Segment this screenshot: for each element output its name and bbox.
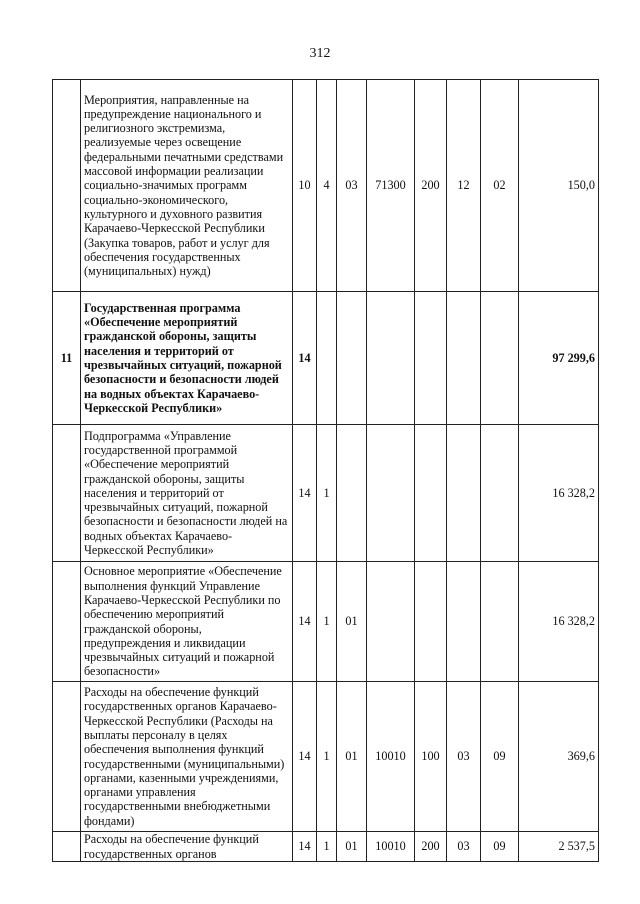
code-2: 4 bbox=[317, 80, 337, 292]
code-7 bbox=[481, 292, 519, 425]
code-5 bbox=[415, 562, 447, 682]
row-name: Подпрограмма «Управление государственной программой «Обеспечение мероприятий гражданской обороны, защиты населения и территорий от чрезвычайных ситуаций, пожарной безопасности и безопасности людей на водных объектах Карачаево-Черкесской Республики» bbox=[81, 425, 293, 562]
budget-table bbox=[52, 79, 599, 862]
table-row bbox=[53, 832, 599, 862]
code-6 bbox=[447, 562, 481, 682]
row-number bbox=[53, 682, 81, 832]
code-3: 01 bbox=[337, 562, 367, 682]
code-2: 1 bbox=[317, 682, 337, 832]
code-3: 01 bbox=[337, 832, 367, 862]
code-6: 03 bbox=[447, 832, 481, 862]
code-6: 03 bbox=[447, 682, 481, 832]
code-7 bbox=[481, 562, 519, 682]
row-number bbox=[53, 425, 81, 562]
code-1: 14 bbox=[293, 425, 317, 562]
code-1: 14 bbox=[293, 292, 317, 425]
code-6 bbox=[447, 292, 481, 425]
row-name: Государственная программа «Обеспечение мероприятий гражданской обороны, защиты населения и территорий от чрезвычайных ситуаций, пожарной безопасности и безопасности людей на водных объектах Карачаево-Черкесской Республики» bbox=[81, 292, 293, 425]
code-6 bbox=[447, 425, 481, 562]
code-4 bbox=[367, 562, 415, 682]
code-5: 200 bbox=[415, 80, 447, 292]
code-3: 01 bbox=[337, 682, 367, 832]
code-2: 1 bbox=[317, 832, 337, 862]
amount: 150,0 bbox=[519, 80, 599, 292]
code-2 bbox=[317, 292, 337, 425]
table-row bbox=[53, 425, 599, 562]
row-name: Расходы на обеспечение функций государственных органов bbox=[81, 832, 293, 862]
code-2: 1 bbox=[317, 425, 337, 562]
code-5: 100 bbox=[415, 682, 447, 832]
code-3: 03 bbox=[337, 80, 367, 292]
row-number bbox=[53, 562, 81, 682]
amount: 16 328,2 bbox=[519, 425, 599, 562]
amount: 2 537,5 bbox=[519, 832, 599, 862]
code-5 bbox=[415, 292, 447, 425]
page-number: 312 bbox=[309, 46, 331, 61]
code-4: 10010 bbox=[367, 832, 415, 862]
row-name: Расходы на обеспечение функций государственных органов Карачаево-Черкесской Республики (Расходы на выплаты персоналу в целях обеспечения выполнения функций государственными (муниципальными) органами, казенными учреждениями, органами управления государственными внебюджетными фондами) bbox=[81, 682, 293, 832]
code-3 bbox=[337, 292, 367, 425]
amount: 97 299,6 bbox=[519, 292, 599, 425]
code-5 bbox=[415, 425, 447, 562]
code-1: 10 bbox=[293, 80, 317, 292]
code-7: 09 bbox=[481, 832, 519, 862]
code-1: 14 bbox=[293, 562, 317, 682]
table-row bbox=[53, 682, 599, 832]
code-7 bbox=[481, 425, 519, 562]
code-1: 14 bbox=[293, 832, 317, 862]
table-row bbox=[53, 562, 599, 682]
row-name: Мероприятия, направленные на предупреждение национального и религиозного экстремизма, реализуемые через освещение федеральными печатными средствами массовой информации реализации социально-значимых программ социально-экономического, культурного и духовного развития Карачаево-Черкесской Республики (Закупка товаров, работ и услуг для обеспечения государственных (муниципальных) нужд) bbox=[81, 80, 293, 292]
row-number: 11 bbox=[53, 292, 81, 425]
code-3 bbox=[337, 425, 367, 562]
code-7: 09 bbox=[481, 682, 519, 832]
amount: 16 328,2 bbox=[519, 562, 599, 682]
code-4: 71300 bbox=[367, 80, 415, 292]
table-row bbox=[53, 292, 599, 425]
row-number bbox=[53, 80, 81, 292]
code-7: 02 bbox=[481, 80, 519, 292]
code-5: 200 bbox=[415, 832, 447, 862]
row-number bbox=[53, 832, 81, 862]
code-2: 1 bbox=[317, 562, 337, 682]
code-6: 12 bbox=[447, 80, 481, 292]
row-name: Основное мероприятие «Обеспечение выполнения функций Управление Карачаево-Черкесской Республики по обеспечению мероприятий гражданской обороны, предупреждения и ликвидации чрезвычайных ситуаций и пожарной безопасности» bbox=[81, 562, 293, 682]
code-4 bbox=[367, 425, 415, 562]
amount: 369,6 bbox=[519, 682, 599, 832]
code-4 bbox=[367, 292, 415, 425]
code-4: 10010 bbox=[367, 682, 415, 832]
table-row bbox=[53, 80, 599, 292]
code-1: 14 bbox=[293, 682, 317, 832]
